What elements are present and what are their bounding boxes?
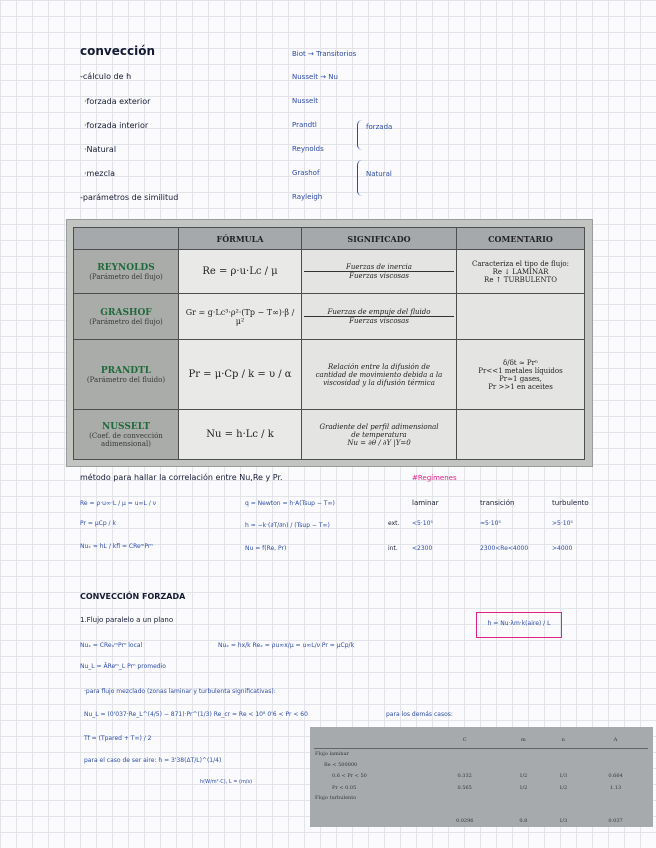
- air-units: h(W/m²·C), L = (m/s): [200, 779, 253, 785]
- meaning-line: Nu = ∂θ / ∂Y |Y=0: [347, 438, 411, 447]
- coef-cell: Re < 500000: [324, 761, 358, 768]
- eq-pr: Pr = μCp / k: [80, 520, 116, 527]
- table-row: [74, 340, 585, 410]
- row-sub: (Parámetro del fluido): [86, 375, 166, 384]
- brace-forzada: [357, 120, 364, 150]
- table-header: COMENTARIO: [457, 228, 585, 250]
- regime-col: transición: [480, 499, 515, 507]
- comment-line: Pr >>1 en aceites: [488, 382, 553, 391]
- coef-table-photo: [310, 727, 653, 827]
- right-note: Nusselt: [292, 97, 318, 105]
- coef-cell: 1/3: [559, 773, 568, 779]
- h-formula: h = Nu·λm·k(aire) / L: [487, 620, 551, 627]
- row-name: PRANDTL: [100, 365, 152, 376]
- nu-avg: Nu_L = ĀReᵐ_L Prⁿ promedio: [80, 663, 166, 670]
- table-row: [74, 294, 585, 340]
- coef-cell: 0.332: [457, 773, 472, 779]
- table-header: FÓRMULA: [179, 228, 302, 250]
- tf-eq: Tf = (Tpared + T∞) / 2: [84, 735, 152, 742]
- meaning-line: Gradiente del perfil adimensional: [319, 422, 439, 431]
- comment-line: Pr≈1 gases,: [499, 374, 542, 383]
- comment-line: δ/δt ≈ Prⁿ: [503, 358, 538, 367]
- air-eq: para el caso de ser aire: h = 3'38(ΔT/L)^(1/4): [84, 757, 222, 764]
- table-row: [74, 250, 585, 294]
- int-value: >4000: [552, 545, 573, 552]
- right-note: Rayleigh: [292, 193, 323, 201]
- forced-sub: 1.Flujo paralelo a un plano: [80, 616, 174, 624]
- coef-header: [314, 733, 426, 748]
- right-note: Grashof: [292, 169, 320, 177]
- row-formula: Nu = h·Lc / k: [179, 410, 302, 460]
- comment-line: Re ↑ TURBULENTO: [484, 275, 557, 284]
- coef-row: [314, 814, 648, 828]
- forced-title: CONVECCIÓN FORZADA: [80, 592, 186, 601]
- eq-h: h = −k·(∂T/∂n) / (Tsup − T∞): [245, 522, 330, 529]
- coef-row: [314, 782, 648, 794]
- coef-cell: Pr < 0.05: [332, 785, 357, 791]
- mixed-eq: Nu_L = (0'037·Re_L^(4/5) − 871)·Pr^(1/3) Re_cr = Re < 10⁸ 0'6 < Pr < 60: [84, 711, 308, 718]
- meaning-line: viscosidad y la difusión térmica: [323, 378, 435, 387]
- notes-item: ·Natural: [84, 145, 117, 154]
- coef-header: A: [613, 737, 618, 744]
- table-header: [74, 228, 179, 250]
- coef-row: [314, 759, 648, 770]
- row-name: NUSSELT: [101, 421, 151, 432]
- int-value: <2300: [412, 545, 433, 552]
- coef-cell: 1/2: [519, 785, 528, 791]
- brace-natural-label: Natural: [366, 170, 392, 178]
- ext-label: ext.: [388, 520, 400, 527]
- int-label: int.: [388, 545, 398, 552]
- coef-header: m: [520, 737, 526, 744]
- brace-forzada-label: forzada: [366, 123, 393, 131]
- comment-empty: [457, 410, 585, 460]
- table-header-row: [74, 228, 585, 250]
- similarity-table-photo: [67, 220, 592, 466]
- coef-cell: 0.6 < Pr < 50: [332, 773, 367, 779]
- right-note: Prandtl: [292, 121, 317, 129]
- similarity-table: [73, 227, 585, 460]
- comment-line: Pr<<1 metales líquidos: [478, 366, 563, 375]
- notes-item: ·forzada exterior: [84, 97, 151, 106]
- coef-row: [314, 794, 648, 814]
- coef-table: [314, 733, 648, 828]
- row-formula: Pr = μ·Cp / k = υ / α: [179, 340, 302, 410]
- meaning-line: Relación entre la difusión de: [328, 362, 430, 371]
- notes-item: -parámetros de similitud: [80, 193, 179, 202]
- coef-cell: 0.664: [608, 773, 623, 779]
- coef-row: [314, 748, 648, 759]
- coef-cell: 1/3: [559, 818, 568, 824]
- right-note: Reynolds: [292, 145, 324, 153]
- row-formula: Re = ρ·u·Lc / μ: [179, 250, 302, 294]
- coef-cell: 0.8: [519, 818, 528, 824]
- coef-cell: [314, 814, 426, 828]
- meaning-line: Fuerzas viscosas: [349, 317, 409, 325]
- meaning-line: Fuerzas de empuje del fluido: [304, 308, 454, 317]
- other-cases: para los demás casos:: [386, 711, 453, 718]
- coef-cell: 1.13: [610, 785, 622, 791]
- row-name: GRASHOF: [100, 307, 152, 318]
- notes-title: convección: [80, 44, 155, 58]
- ext-value: <5·10⁵: [412, 520, 433, 527]
- notes-item: -cálculo de h: [80, 72, 132, 81]
- eq-q: q = Newton = h·A(Tsup − T∞): [245, 500, 335, 507]
- brace-natural: [357, 160, 364, 196]
- coef-header: C: [462, 737, 467, 744]
- coef-header: n: [561, 737, 565, 744]
- row-sub: (Parámetro del flujo): [89, 317, 163, 326]
- coef-cell: 1/2: [559, 785, 568, 791]
- ext-value: >5·10⁵: [552, 520, 573, 527]
- comment-line: Re ↓ LAMINAR: [492, 267, 549, 276]
- ext-value: ≈5·10⁵: [480, 520, 501, 527]
- regimes-label: #Regímenes: [412, 474, 457, 482]
- coef-cell: Flujo turbulento: [315, 795, 357, 801]
- row-name: REYNOLDS: [97, 262, 155, 273]
- right-note: Nusselt → Nu: [292, 73, 338, 81]
- row-formula: Gr = g·Lc³·ρ²·(Tp − T∞)·β / μ²: [179, 294, 302, 340]
- meaning-line: cantidad de movimiento debida a la: [315, 370, 443, 379]
- mixed-note: ·para flujo mezclado (zonas laminar y turbulenta significativas):: [84, 688, 276, 695]
- coef-cell: Flujo laminar: [315, 750, 349, 757]
- method-heading: método para hallar la correlación entre Nu,Re y Pr.: [80, 473, 283, 482]
- coef-cell: 0.037: [608, 818, 623, 824]
- comment-line: Caracteriza el tipo de flujo:: [472, 259, 569, 268]
- coef-cell: 0.0296: [455, 818, 474, 824]
- int-value: 2300<Re<4000: [480, 545, 529, 552]
- coef-cell: 0.565: [457, 785, 472, 791]
- regime-col: turbulento: [552, 499, 589, 507]
- nu-defs: Nuₓ = hx/k Reₓ = ρu∞x/μ = u∞L/ν Pr = μCp/k: [218, 642, 355, 649]
- table-row: [74, 410, 585, 460]
- nu-local: Nuₓ = CReₓᵐPrⁿ local: [80, 642, 143, 649]
- right-note: Biot → Transitorios: [292, 50, 357, 58]
- row-sub: (Parámetro del flujo): [89, 272, 163, 281]
- h-formula-box: [476, 612, 562, 638]
- notes-item: ·forzada interior: [84, 121, 149, 130]
- eq-re: Re = ρ·u∞·L / μ = u∞L / ν: [80, 500, 157, 507]
- eq-f: Nu = f(Re, Pr): [245, 545, 287, 552]
- coef-row: [314, 770, 648, 782]
- comment-empty: [457, 294, 585, 340]
- regime-col: laminar: [412, 499, 439, 507]
- notes-item: ·mezcla: [84, 169, 115, 178]
- coef-cell: 1/2: [519, 773, 528, 779]
- meaning-line: de temperatura: [351, 430, 407, 439]
- table-header: SIGNIFICADO: [302, 228, 457, 250]
- eq-nu: Nuₓ = hL / kfl = CReᵐPrⁿ: [80, 543, 153, 550]
- meaning-line: Fuerzas de inercia: [304, 263, 454, 272]
- meaning-line: Fuerzas viscosas: [349, 272, 409, 280]
- coef-header-row: [314, 733, 648, 748]
- row-sub: (Coef. de convección adimensional): [89, 431, 163, 448]
